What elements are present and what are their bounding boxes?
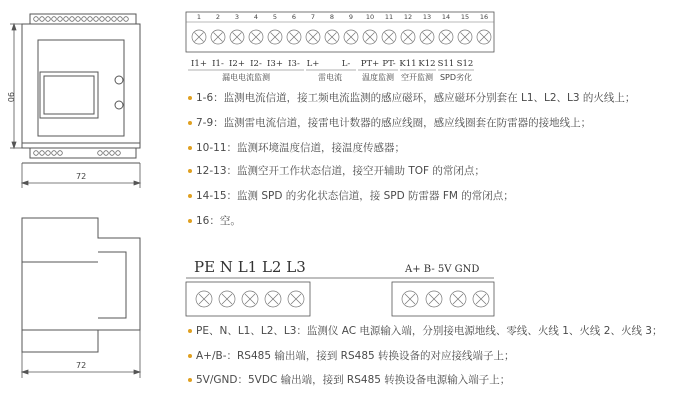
description-1: 1-6：监测电流信道，接工频电流监测的感应磁环，感应磁环分别套在 L1、L2、L3 的火线上； [196, 92, 636, 104]
group-temperature: 温度监测 [362, 73, 394, 82]
bullet-icon [188, 329, 192, 333]
terminal-label: I3- [288, 59, 300, 69]
bullet-icon [188, 146, 192, 150]
terminal-label: L- [341, 59, 351, 69]
description-5: 14-15：监测 SPD 的劣化状态信道，接 SPD 防雷器 FM 的常闭点； [196, 190, 514, 202]
description-8: A+/B-：RS485 输出端，接到 RS485 转换设备的对应接线端子上； [196, 350, 515, 362]
description-3: 10-11：监测环境温度信道，接温度传感器； [196, 142, 406, 154]
bullet-icon [188, 219, 192, 223]
group-spd: SPD劣化 [439, 73, 473, 82]
power-terminal-labels: PE N L1 L2 L3 [194, 258, 306, 276]
terminal-number: 12 [403, 13, 413, 21]
terminal-label: I3+ [267, 59, 283, 69]
bottom-terminal-screws [196, 291, 489, 307]
bottom-descriptions [188, 324, 662, 386]
bullet-icon [188, 169, 192, 173]
terminal-number: 7 [310, 13, 316, 21]
terminal-number: 10 [365, 13, 375, 21]
dimension-height-label: 90 [6, 92, 15, 103]
terminal-label: S11 [437, 59, 455, 69]
device-front-view [22, 14, 140, 163]
terminal-number: 2 [215, 13, 221, 21]
terminal-label: PT- [382, 59, 396, 69]
terminal-number: 6 [291, 13, 297, 21]
bullet-icon [188, 96, 192, 100]
group-lightning: 雷电流 [318, 73, 342, 82]
description-6: 16：空。 [196, 215, 241, 227]
terminal-label: I2+ [229, 59, 245, 69]
group-leakage: 漏电电流监测 [222, 73, 270, 82]
bullet-icon [188, 121, 192, 125]
terminal-label: I1- [212, 59, 224, 69]
group-breaker: 空开监测 [401, 73, 433, 82]
terminal-label: L+ [306, 59, 320, 69]
bullet-icon [188, 378, 192, 382]
terminal-number: 15 [460, 13, 470, 21]
terminal-number: 3 [234, 13, 240, 21]
terminal-label: I1+ [191, 59, 207, 69]
terminal-number: 11 [384, 13, 394, 21]
terminal-label: K12 [418, 59, 436, 69]
terminal-label: S12 [456, 59, 474, 69]
dimension-height [10, 24, 22, 148]
top-terminal-labels [191, 59, 473, 69]
top-terminal-numbers [197, 13, 488, 21]
top-descriptions [188, 91, 635, 227]
device-bottom-terminals [34, 151, 121, 156]
comm-terminal-labels: A+ B- 5V GND [405, 264, 480, 275]
bottom-terminal-block [186, 278, 494, 316]
terminal-number: 5 [272, 13, 278, 21]
dimension-width-front-label: 72 [76, 172, 87, 181]
terminal-number: 4 [253, 13, 259, 21]
terminal-label: K11 [399, 59, 417, 69]
top-terminal-screws [192, 30, 491, 44]
bullet-icon [188, 354, 192, 358]
terminal-number: 13 [422, 13, 432, 21]
terminal-groups [222, 72, 472, 82]
bullet-icon [188, 194, 192, 198]
dimension-width-side-label: 72 [76, 361, 87, 370]
description-7: PE、N、L1、L2、L3：监测仪 AC 电源输入端，分别接电源地线、零线、火线 1、火线 2、火线 3； [196, 325, 663, 337]
device-top-terminals [34, 17, 129, 22]
terminal-number: 8 [329, 13, 335, 21]
description-9: 5V/GND：5VDC 输出端，接到 RS485 转换设备电源输入端子上； [196, 374, 511, 386]
device-side-view [22, 218, 140, 352]
terminal-number: 16 [479, 13, 489, 21]
terminal-number: 1 [196, 13, 202, 21]
terminal-label: PT+ [360, 59, 380, 69]
description-2: 7-9：监测雷电流信道，接雷电计数器的感应线圈，感应线圈套在防雷器的接地线上； [196, 117, 592, 129]
terminal-label: I2- [250, 59, 262, 69]
dimension-width-side [22, 330, 140, 378]
terminal-number: 14 [441, 13, 451, 21]
description-4: 12-13：监测空开工作状态信道，接空开辅助 TOF 的常闭点； [196, 165, 485, 177]
terminal-number: 9 [348, 13, 354, 21]
